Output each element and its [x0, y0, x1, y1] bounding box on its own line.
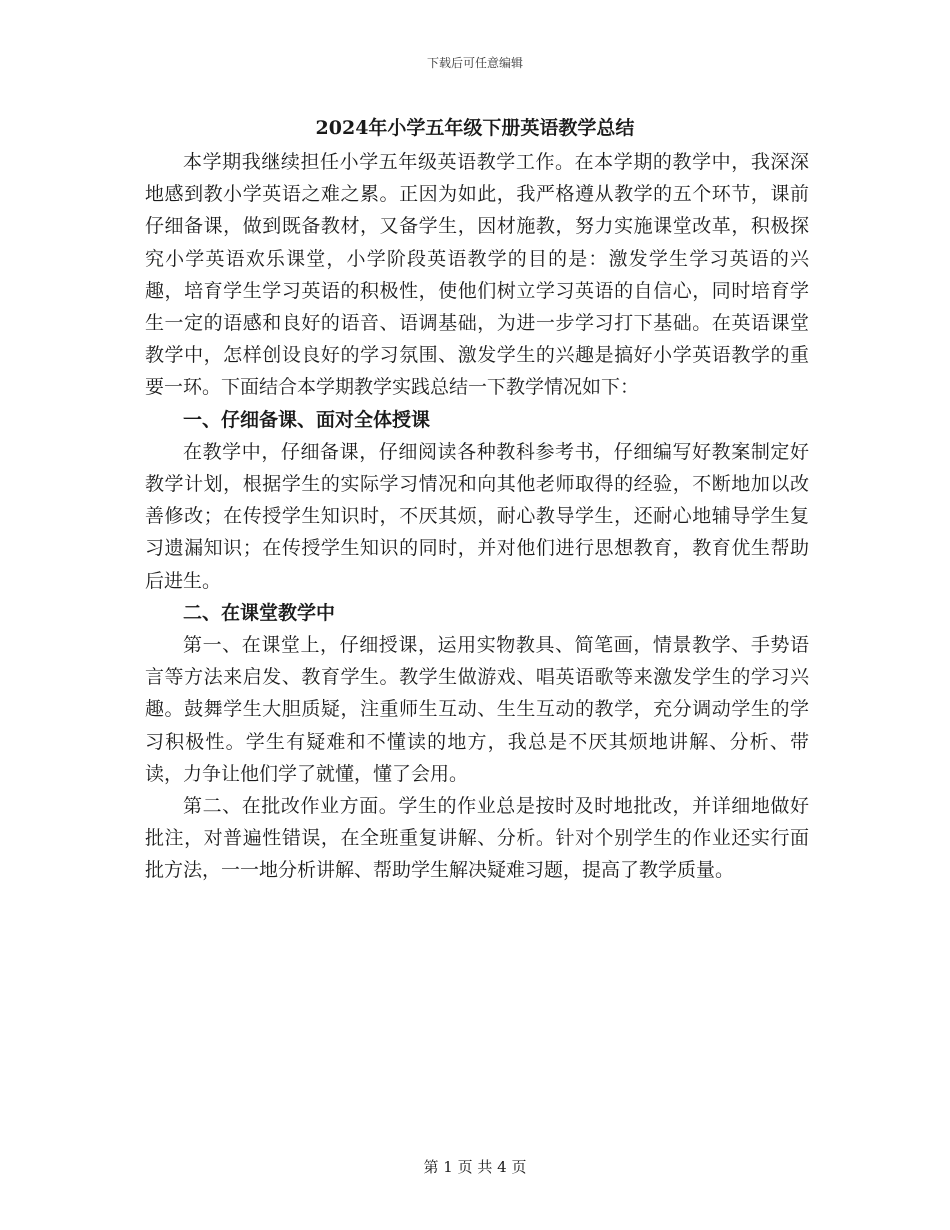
section-1-paragraph: 在教学中，仔细备课，仔细阅读各种教科参考书，仔细编写好教案制定好教学计划，根据学生的实际学习情况和向其他老师取得的经验，不断地加以改善修改；在传授学生知识时，不厌其烦，耐心教导学生，还耐心地辅导学生复习遗漏知识；在传授学生知识的同时，并对他们进行思想教育，教育优生帮助后进生。 [145, 440, 809, 592]
section-heading-2: 二、在课堂教学中 [183, 601, 336, 624]
section-heading-1: 一、仔细备课、面对全体授课 [183, 408, 431, 431]
section-2-paragraph-1: 第一、在课堂上，仔细授课，运用实物教具、简笔画，情景教学、手势语言等方法来启发、教育学生。教学生做游戏、唱英语歌等来激发学生的学习兴趣。鼓舞学生大胆质疑，注重师生互动、生生互动的教学，充分调动学生的学习积极性。学生有疑难和不懂读的地方，我总是不厌其烦地讲解、分析、带读，力争让他们学了就懂，懂了会用。 [145, 634, 809, 785]
header-note: 下载后可任意编辑 [426, 56, 523, 70]
intro-paragraph: 本学期我继续担任小学五年级英语教学工作。在本学期的教学中，我深深地感到教小学英语之难之累。正因为如此，我严格遵从教学的五个环节，课前仔细备课，做到既备教材，又备学生，因材施教，努力实施课堂改革，积极探究小学英语欢乐课堂，小学阶段英语教学的目的是：激发学生学习英语的兴趣，培育学生学习英语的积极性，使他们树立学习英语的自信心，同时培育学生一定的语感和良好的语音、语调基础，为进一步学习打下基础。在英语课堂教学中，怎样创设良好的学习氛围、激发学生的兴趣是搞好小学英语教学的重要一环。下面结合本学期教学实践总结一下教学情况如下： [145, 151, 809, 399]
section-2-paragraph-2: 第二、在批改作业方面。学生的作业总是按时及时地批改，并详细地做好批注，对普遍性错误，在全班重复讲解、分析。针对个别学生的作业还实行面批方法，一一地分析讲解、帮助学生解决疑难习题，提高了教学质量。 [145, 795, 809, 882]
document-body [145, 146, 809, 887]
document-title: 2024年小学五年级下册英语教学总结 [315, 117, 635, 139]
page-number: 第 1 页 共 4 页 [423, 1158, 527, 1176]
